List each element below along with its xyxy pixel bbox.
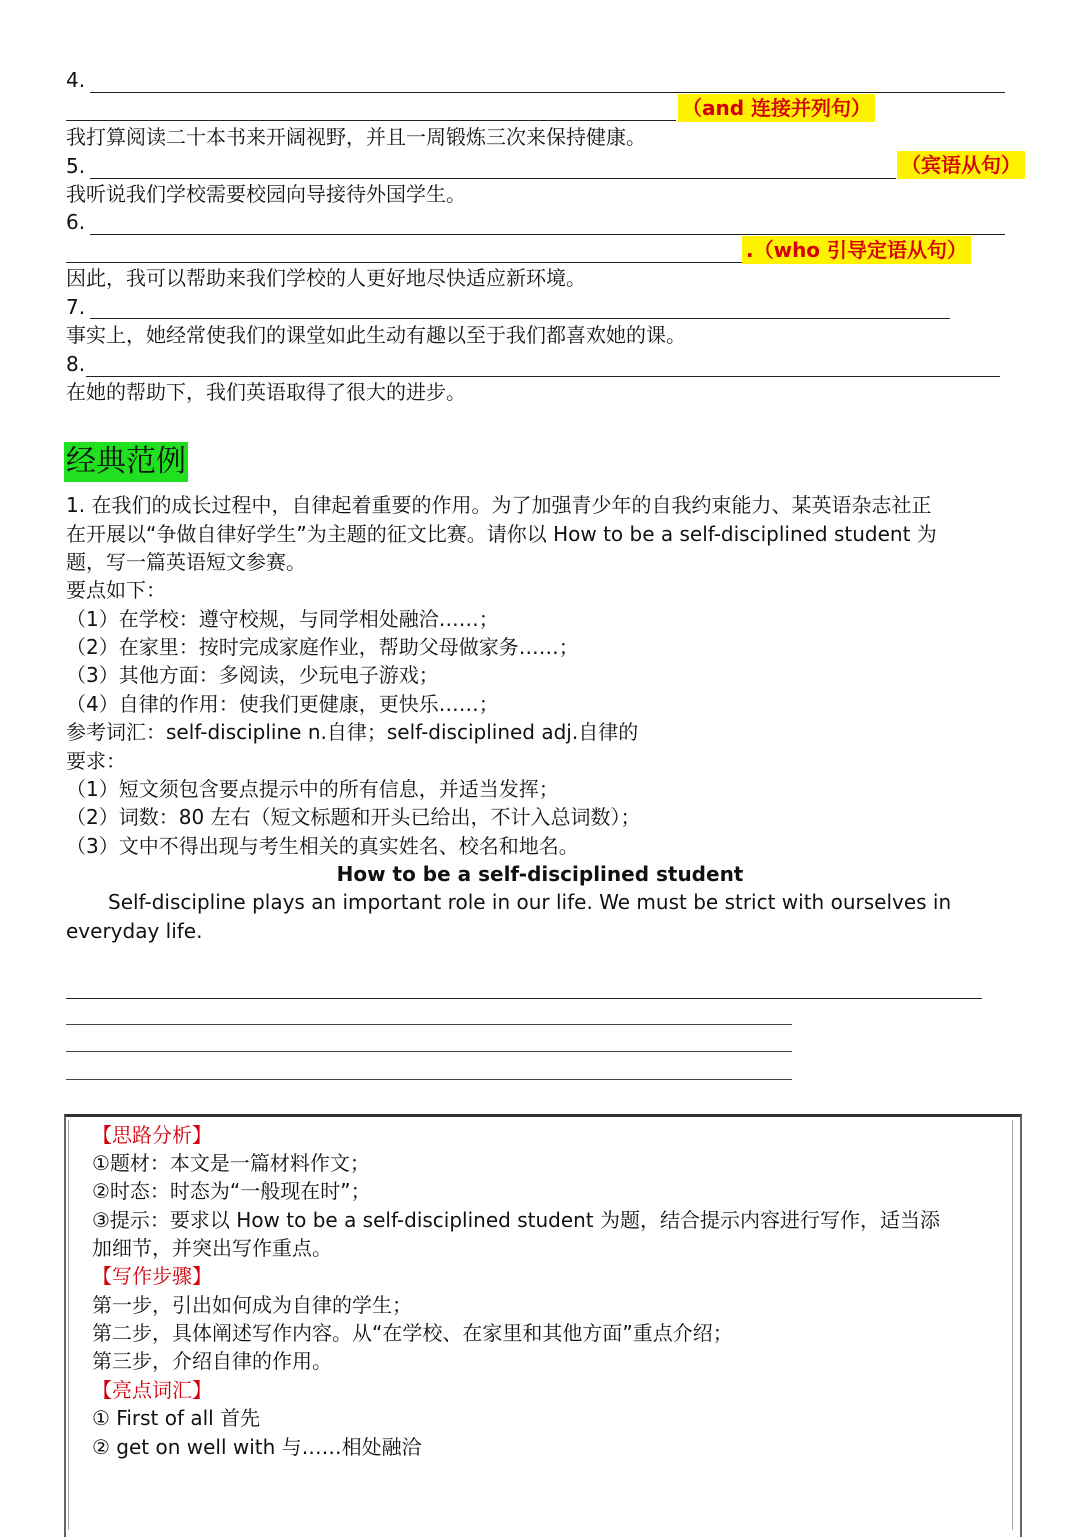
chinese-prompt: 我打算阅读二十本书来开阔视野，并且一周锻炼三次来保持健康。 <box>66 125 646 149</box>
exercise-number: 4. <box>66 68 86 92</box>
writing-line[interactable] <box>66 1079 792 1080</box>
box-border <box>1012 1120 1013 1530</box>
step-item: 第二步，具体阐述写作内容。从“在学校、在家里和其他方面”重点介绍； <box>92 1321 733 1345</box>
requirement-item: （3）文中不得出现与考生相关的真实姓名、校名和地名。 <box>66 834 579 858</box>
vocab-heading: 【亮点词汇】 <box>92 1378 212 1402</box>
answer-line[interactable] <box>90 234 1005 235</box>
analysis-item: ①题材：本文是一篇材料作文； <box>92 1151 370 1175</box>
point-item: （4）自律的作用：使我们更健康，更快乐……； <box>66 692 499 716</box>
essay-title: How to be a self-disciplined student <box>336 862 744 886</box>
requirement-item: （1）短文须包含要点提示中的所有信息，并适当发挥； <box>66 777 559 801</box>
prompt-line: 在开展以“争做自律好学生”为主题的征文比赛。请你以 How to be a self-disciplined student 为 <box>66 522 937 546</box>
exercise-number: 8. <box>66 352 86 376</box>
section-title: 经典范例 <box>64 442 188 482</box>
exercise-number: 6. <box>66 210 86 234</box>
requirements-label: 要求： <box>66 749 126 773</box>
vocab-reference: 参考词汇：self-discipline n.自律；self-disciplined adj.自律的 <box>66 720 639 744</box>
step-item: 第三步，介绍自律的作用。 <box>92 1349 332 1373</box>
chinese-prompt: 因此，我可以帮助来我们学校的人更好地尽快适应新环境。 <box>66 266 586 290</box>
vocab-item: ② get on well with 与……相处融洽 <box>92 1435 422 1459</box>
point-item: （1）在学校：遵守校规，与同学相处融洽……； <box>66 607 499 631</box>
answer-line[interactable] <box>90 318 950 319</box>
box-border <box>68 1120 69 1530</box>
grammar-tag: （and 连接并列句） <box>678 94 875 122</box>
writing-line[interactable] <box>66 1024 792 1025</box>
writing-line[interactable] <box>66 1051 792 1052</box>
answer-line[interactable] <box>66 120 676 121</box>
writing-line[interactable] <box>66 998 982 999</box>
analysis-heading: 【思路分析】 <box>92 1123 212 1147</box>
analysis-item: ②时态：时态为“一般现在时”； <box>92 1179 371 1203</box>
point-item: （3）其他方面：多阅读，少玩电子游戏； <box>66 663 439 687</box>
analysis-item: ③提示：要求以 How to be a self-disciplined student 为题，结合提示内容进行写作，适当添 <box>92 1208 941 1232</box>
chinese-prompt: 在她的帮助下，我们英语取得了很大的进步。 <box>66 380 466 404</box>
points-label: 要点如下： <box>66 578 166 602</box>
step-item: 第一步，引出如何成为自律的学生； <box>92 1293 412 1317</box>
grammar-tag: （宾语从句） <box>897 151 1025 179</box>
prompt-line: 1. 在我们的成长过程中，自律起着重要的作用。为了加强青少年的自我约束能力、某英语杂志社正 <box>66 493 932 517</box>
chinese-prompt: 我听说我们学校需要校园向导接待外国学生。 <box>66 182 466 206</box>
exercise-number: 5. <box>66 154 86 178</box>
grammar-tag: .（who 引导定语从句） <box>742 236 971 264</box>
prompt-line: 题，写一篇英语短文参赛。 <box>66 550 306 574</box>
answer-line[interactable] <box>90 178 896 179</box>
point-item: （2）在家里：按时完成家庭作业，帮助父母做家务……； <box>66 635 579 659</box>
answer-line[interactable] <box>86 376 1000 377</box>
requirement-item: （2）词数：80 左右（短文标题和开头已给出，不计入总词数）； <box>66 805 641 829</box>
analysis-item: 加细节，并突出写作重点。 <box>92 1236 332 1260</box>
exercise-number: 7. <box>66 295 86 319</box>
chinese-prompt: 事实上，她经常使我们的课堂如此生动有趣以至于我们都喜欢她的课。 <box>66 323 686 347</box>
vocab-item: ① First of all 首先 <box>92 1406 261 1430</box>
answer-line[interactable] <box>90 92 1005 93</box>
essay-opening: everyday life. <box>66 919 203 943</box>
steps-heading: 【写作步骤】 <box>92 1264 212 1288</box>
essay-opening: Self-discipline plays an important role in our life. We must be strict with ourselves in <box>108 890 952 914</box>
answer-line[interactable] <box>66 262 742 263</box>
